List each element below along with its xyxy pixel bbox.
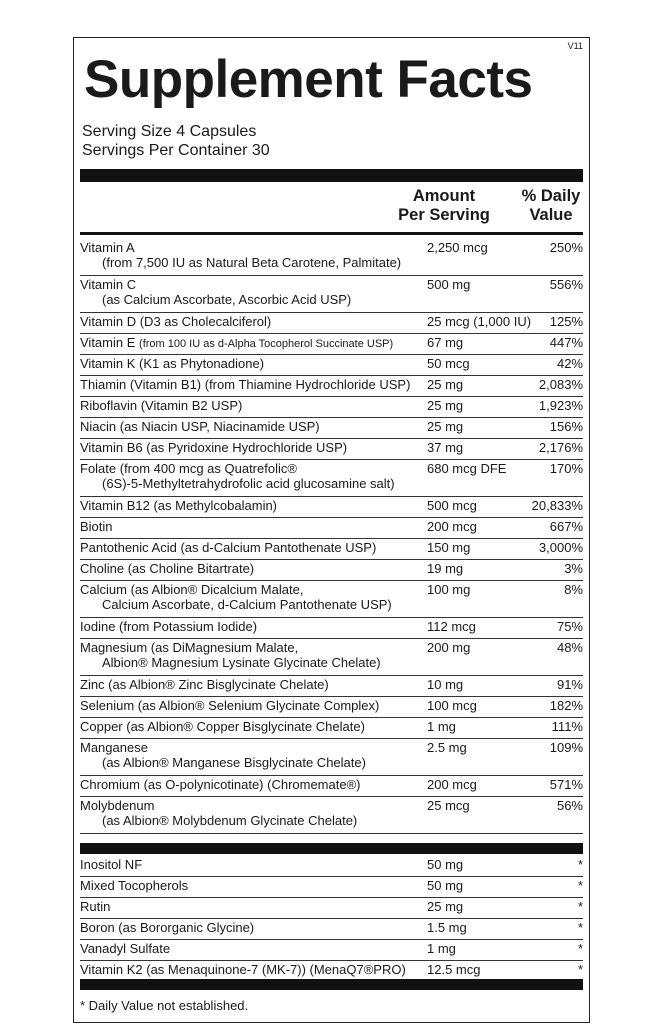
table-row bbox=[80, 675, 583, 697]
nutrient-name-detail: (from 100 IU as d-Alpha Tocopherol Succinate USP) bbox=[139, 338, 394, 350]
amount-per-serving: 112 mcg bbox=[427, 619, 476, 634]
table-row bbox=[80, 312, 583, 334]
daily-value-header bbox=[514, 187, 588, 225]
nutrient-name bbox=[80, 619, 257, 634]
amount-per-serving: 25 mg bbox=[427, 419, 464, 434]
amount-per-serving: 200 mcg bbox=[427, 519, 477, 534]
amount-per-serving: 25 mg bbox=[427, 899, 464, 914]
nutrient-name bbox=[80, 941, 170, 956]
amount-per-serving: 200 mg bbox=[427, 640, 471, 655]
nutrient-name-text: Vanadyl Sulfate bbox=[80, 941, 171, 956]
table-row bbox=[80, 354, 583, 376]
daily-value: 48% bbox=[556, 640, 583, 655]
table-row bbox=[80, 417, 583, 439]
serving-info bbox=[82, 122, 270, 160]
table-row bbox=[80, 696, 583, 718]
footnote: * Daily Value not established. bbox=[80, 998, 249, 1013]
daily-value: * bbox=[577, 962, 583, 977]
nutrient-name bbox=[80, 582, 392, 612]
nutrient-name-text: Mixed Tocopherols bbox=[80, 878, 189, 893]
table-row bbox=[80, 796, 583, 834]
daily-value: 56% bbox=[556, 798, 583, 813]
nutrient-name-text: Boron (as Bororganic Glycine) bbox=[80, 920, 255, 935]
nutrient-name-text: Magnesium (as DiMagnesium Malate, bbox=[80, 640, 299, 655]
table-row bbox=[80, 876, 583, 898]
nutrient-name-text: Zinc (as Albion® Zinc Bisglycinate Chelate) bbox=[80, 677, 329, 692]
amount-header bbox=[396, 187, 492, 225]
nutrient-name-text: Iodine (from Potassium Iodide) bbox=[80, 619, 258, 634]
nutrient-name bbox=[80, 962, 406, 977]
amount-header-line2: Per Serving bbox=[398, 206, 490, 224]
nutrient-name bbox=[80, 698, 379, 713]
nutrient-name bbox=[80, 335, 393, 352]
nutrient-source: (from 7,500 IU as Natural Beta Carotene, Palmitate) bbox=[102, 255, 402, 270]
nutrient-name-text: Pantothenic Acid (as d-Calcium Pantothenate USP) bbox=[80, 540, 377, 555]
nutrient-name-text: Chromium (as O-polynicotinate) (Chromemate®) bbox=[80, 777, 361, 792]
table-row bbox=[80, 939, 583, 961]
table-row bbox=[80, 775, 583, 797]
daily-value: 2,176% bbox=[538, 440, 583, 455]
nutrient-name-text: Choline (as Choline Bitartrate) bbox=[80, 561, 255, 576]
nutrient-name-text: Rutin bbox=[80, 899, 111, 914]
daily-value: 170% bbox=[549, 461, 583, 476]
nutrient-name-text: Molybdenum bbox=[80, 798, 155, 813]
nutrient-name bbox=[80, 240, 401, 270]
amount-per-serving: 1 mg bbox=[427, 719, 456, 734]
amount-per-serving: 150 mg bbox=[427, 540, 471, 555]
daily-value: 250% bbox=[549, 240, 583, 255]
amount-per-serving: 37 mg bbox=[427, 440, 464, 455]
nutrient-name bbox=[80, 498, 277, 513]
table-row bbox=[80, 459, 583, 497]
table-row bbox=[80, 238, 583, 276]
amount-per-serving: 2,250 mcg bbox=[427, 240, 488, 255]
serving-size: Serving Size 4 Capsules bbox=[82, 123, 257, 140]
amount-per-serving: 500 mcg bbox=[427, 498, 477, 513]
nutrient-name bbox=[80, 419, 320, 434]
table-row bbox=[80, 275, 583, 313]
nutrient-name-text: Vitamin K2 (as Menaquinone-7 (MK-7)) (MenaQ7®PRO) bbox=[80, 962, 406, 977]
dv-header-line2: Value bbox=[529, 206, 573, 224]
nutrient-name bbox=[80, 920, 254, 935]
middle-thick-divider bbox=[80, 843, 583, 854]
table-row bbox=[80, 617, 583, 639]
amount-per-serving: 50 mcg bbox=[427, 356, 470, 371]
nutrient-name-text: Thiamin (Vitamin B1) (from Thiamine Hydrochloride USP) bbox=[80, 377, 411, 392]
daily-value: 75% bbox=[556, 619, 583, 634]
nutrient-name-text: Manganese bbox=[80, 740, 148, 755]
nutrient-name bbox=[80, 540, 376, 555]
amount-per-serving: 200 mcg bbox=[427, 777, 477, 792]
bottom-thick-divider bbox=[80, 979, 583, 990]
version-code: V11 bbox=[567, 41, 583, 51]
nutrient-name bbox=[80, 440, 347, 455]
amount-per-serving: 12.5 mcg bbox=[427, 962, 481, 977]
amount-per-serving: 1.5 mg bbox=[427, 920, 467, 935]
daily-value: 556% bbox=[549, 277, 583, 292]
header-divider bbox=[80, 232, 583, 235]
nutrient-name bbox=[80, 777, 361, 792]
nutrient-name bbox=[80, 356, 264, 371]
table-row bbox=[80, 738, 583, 776]
nutrient-name-text: Biotin bbox=[80, 519, 113, 534]
nutrient-name-text: Vitamin C bbox=[80, 277, 137, 292]
nutrient-source: (as Albion® Molybdenum Glycinate Chelate) bbox=[102, 813, 358, 828]
amount-per-serving: 25 mg bbox=[427, 398, 464, 413]
nutrient-source: Albion® Magnesium Lysinate Glycinate Chelate) bbox=[102, 655, 381, 670]
nutrient-name-text: Vitamin E bbox=[80, 335, 136, 350]
nutrient-name-text: Vitamin B6 (as Pyridoxine Hydrochloride USP) bbox=[80, 440, 348, 455]
table-row bbox=[80, 638, 583, 676]
table-row bbox=[80, 580, 583, 618]
daily-value: 571% bbox=[549, 777, 583, 792]
daily-value: 125% bbox=[549, 314, 583, 329]
nutrient-name bbox=[80, 878, 188, 893]
amount-per-serving: 50 mg bbox=[427, 878, 464, 893]
nutrient-name-text: Folate (from 400 mcg as Quatrefolic® bbox=[80, 461, 297, 476]
daily-value: 109% bbox=[549, 740, 583, 755]
nutrient-name bbox=[80, 798, 357, 828]
daily-value: 8% bbox=[564, 582, 583, 597]
nutrient-name-text: Vitamin D (D3 as Cholecalciferol) bbox=[80, 314, 272, 329]
amount-per-serving: 25 mg bbox=[427, 377, 464, 392]
nutrient-name-text: Selenium (as Albion® Selenium Glycinate Complex) bbox=[80, 698, 380, 713]
daily-value: 111% bbox=[551, 719, 583, 734]
top-thick-divider bbox=[80, 169, 583, 182]
daily-value: * bbox=[577, 878, 583, 893]
daily-value: 447% bbox=[549, 335, 583, 350]
daily-value: * bbox=[577, 857, 583, 872]
daily-value: 182% bbox=[549, 698, 583, 713]
table-row bbox=[80, 517, 583, 539]
daily-value: 1,923% bbox=[538, 398, 583, 413]
amount-per-serving: 50 mg bbox=[427, 857, 464, 872]
nutrient-name bbox=[80, 899, 110, 914]
nutrient-name bbox=[80, 519, 113, 534]
daily-value: 3% bbox=[564, 561, 583, 576]
nutrient-name-text: Copper (as Albion® Copper Bisglycinate Chelate) bbox=[80, 719, 365, 734]
table-row bbox=[80, 496, 583, 518]
table-row bbox=[80, 333, 583, 355]
daily-value: 2,083% bbox=[538, 377, 583, 392]
table-row bbox=[80, 396, 583, 418]
nutrient-name bbox=[80, 461, 395, 491]
nutrient-name-text: Niacin (as Niacin USP, Niacinamide USP) bbox=[80, 419, 320, 434]
daily-value: * bbox=[577, 899, 583, 914]
supplement-facts-panel bbox=[73, 37, 590, 1023]
amount-per-serving: 680 mcg DFE bbox=[427, 461, 507, 476]
table-row bbox=[80, 438, 583, 460]
nutrient-name-text: Vitamin B12 (as Methylcobalamin) bbox=[80, 498, 278, 513]
amount-per-serving: 25 mcg bbox=[427, 798, 470, 813]
daily-value: * bbox=[577, 920, 583, 935]
page-title: Supplement Facts bbox=[84, 50, 533, 109]
nutrient-name bbox=[80, 677, 329, 692]
nutrient-name bbox=[80, 857, 142, 872]
nutrient-source: (as Calcium Ascorbate, Ascorbic Acid USP) bbox=[102, 292, 352, 307]
amount-per-serving: 25 mcg (1,000 IU) bbox=[427, 314, 532, 329]
amount-per-serving: 2.5 mg bbox=[427, 740, 467, 755]
table-row bbox=[80, 375, 583, 397]
amount-per-serving: 500 mg bbox=[427, 277, 471, 292]
daily-value: 3,000% bbox=[538, 540, 583, 555]
daily-value: 91% bbox=[556, 677, 583, 692]
nutrient-name bbox=[80, 314, 271, 329]
table-row bbox=[80, 717, 583, 739]
table-row bbox=[80, 538, 583, 560]
table-row bbox=[80, 559, 583, 581]
nutrient-source: Calcium Ascorbate, d-Calcium Pantothenate USP) bbox=[102, 597, 392, 612]
nutrient-name-text: Riboflavin (Vitamin B2 USP) bbox=[80, 398, 243, 413]
nutrient-name bbox=[80, 398, 242, 413]
amount-per-serving: 10 mg bbox=[427, 677, 464, 692]
nutrient-source: (6S)-5-Methyltetrahydrofolic acid glucosamine salt) bbox=[102, 476, 395, 491]
dv-header-line1: % Daily bbox=[521, 187, 581, 205]
daily-value: 20,833% bbox=[531, 498, 583, 513]
table-row bbox=[80, 855, 583, 877]
nutrient-name bbox=[80, 740, 366, 770]
amount-per-serving: 100 mcg bbox=[427, 698, 477, 713]
nutrient-name-text: Calcium (as Albion® Dicalcium Malate, bbox=[80, 582, 304, 597]
nutrient-name bbox=[80, 277, 351, 307]
nutrient-name bbox=[80, 377, 410, 392]
amount-per-serving: 67 mg bbox=[427, 335, 464, 350]
nutrient-name-text: Vitamin K (K1 as Phytonadione) bbox=[80, 356, 265, 371]
daily-value: 42% bbox=[556, 356, 583, 371]
nutrient-name-text: Vitamin A bbox=[80, 240, 135, 255]
servings-per-container: Servings Per Container 30 bbox=[82, 142, 270, 159]
amount-header-line1: Amount bbox=[412, 187, 476, 205]
nutrient-source: (as Albion® Manganese Bisglycinate Chelate) bbox=[102, 755, 366, 770]
table-row bbox=[80, 897, 583, 919]
amount-per-serving: 100 mg bbox=[427, 582, 471, 597]
nutrient-name bbox=[80, 719, 365, 734]
amount-per-serving: 1 mg bbox=[427, 941, 456, 956]
nutrient-name-text: Inositol NF bbox=[80, 857, 143, 872]
nutrient-name bbox=[80, 640, 381, 670]
amount-per-serving: 19 mg bbox=[427, 561, 464, 576]
daily-value: 667% bbox=[549, 519, 583, 534]
table-row bbox=[80, 918, 583, 940]
nutrient-name bbox=[80, 561, 254, 576]
daily-value: 156% bbox=[549, 419, 583, 434]
daily-value: * bbox=[577, 941, 583, 956]
